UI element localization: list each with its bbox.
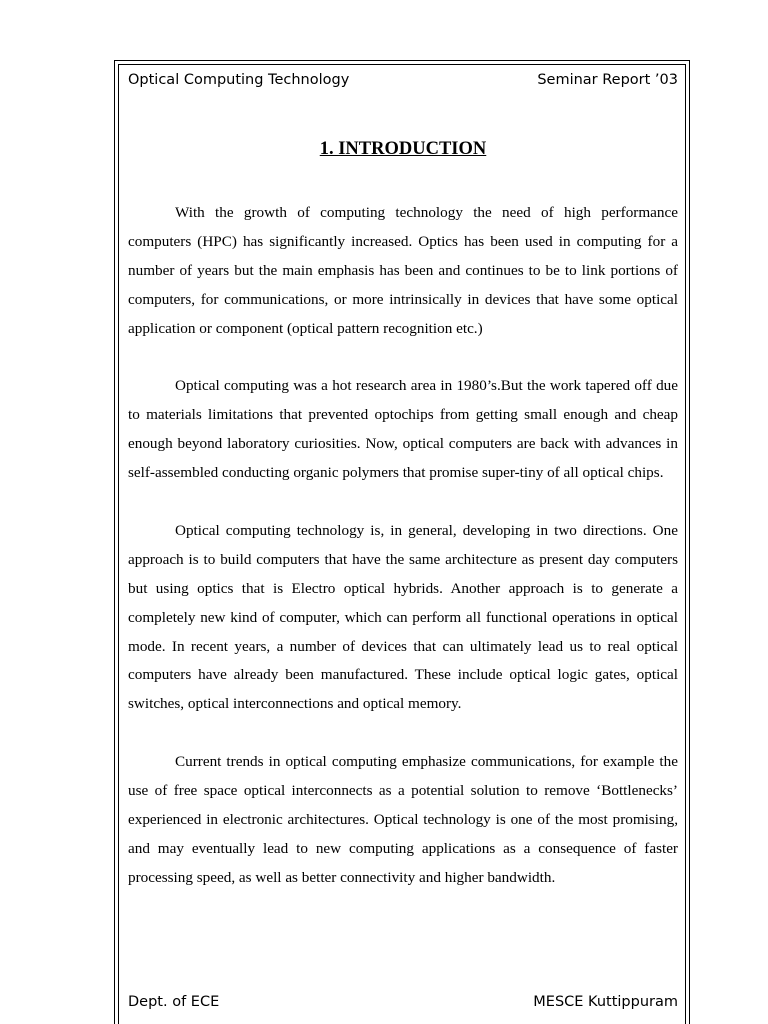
paragraph: With the growth of computing technology the need of high performance computers (HPC) has significantly increased. Optics has been used in computing for a number of years but the main emphasis has been and continues to be to link portions of computers, for communications, or more intrinsically in devices that have some optical application or component (optical pattern recognition etc.) (128, 204, 678, 337)
header-report-label: Seminar Report ’03 (537, 72, 678, 88)
paragraph: Current trends in optical computing emphasize communications, for example the use of free space optical interconnects as a potential solution to remove ‘Bottlenecks’ experienced in electronic architectures. Optical technology is one of the most promising, and may eventually lead to new computing applications as a consequence of faster processing speed, as well as better connectivity and higher bandwidth. (128, 753, 678, 886)
header-document-title: Optical Computing Technology (128, 72, 350, 88)
footer-institution: MESCE Kuttippuram (533, 994, 678, 1010)
body-text (128, 199, 678, 893)
paragraph: Optical computing technology is, in general, developing in two directions. One approach is to build computers that have the same architecture as present day computers but using optics that is Electro optical hybrids. Another approach is to generate a completely new kind of computer, which can perform all functional operations in optical mode. In recent years, a number of devices that can ultimately lead us to real optical computers have already been manufactured. These include optical logic gates, optical switches, optical interconnections and optical memory. (128, 521, 678, 713)
section-heading: 1. INTRODUCTION (319, 139, 487, 159)
footer-department: Dept. of ECE (128, 994, 220, 1010)
page-header (128, 72, 678, 92)
page-footer (128, 994, 678, 1014)
paragraph: Optical computing was a hot research area in 1980’s.But the work tapered off due to materials limitations that prevented optochips from getting small enough and cheap enough beyond laboratory curiosities. Now, optical computers are back with advances in self-assembled conducting organic polymers that promise super-tiny of all optical chips. (128, 377, 678, 482)
